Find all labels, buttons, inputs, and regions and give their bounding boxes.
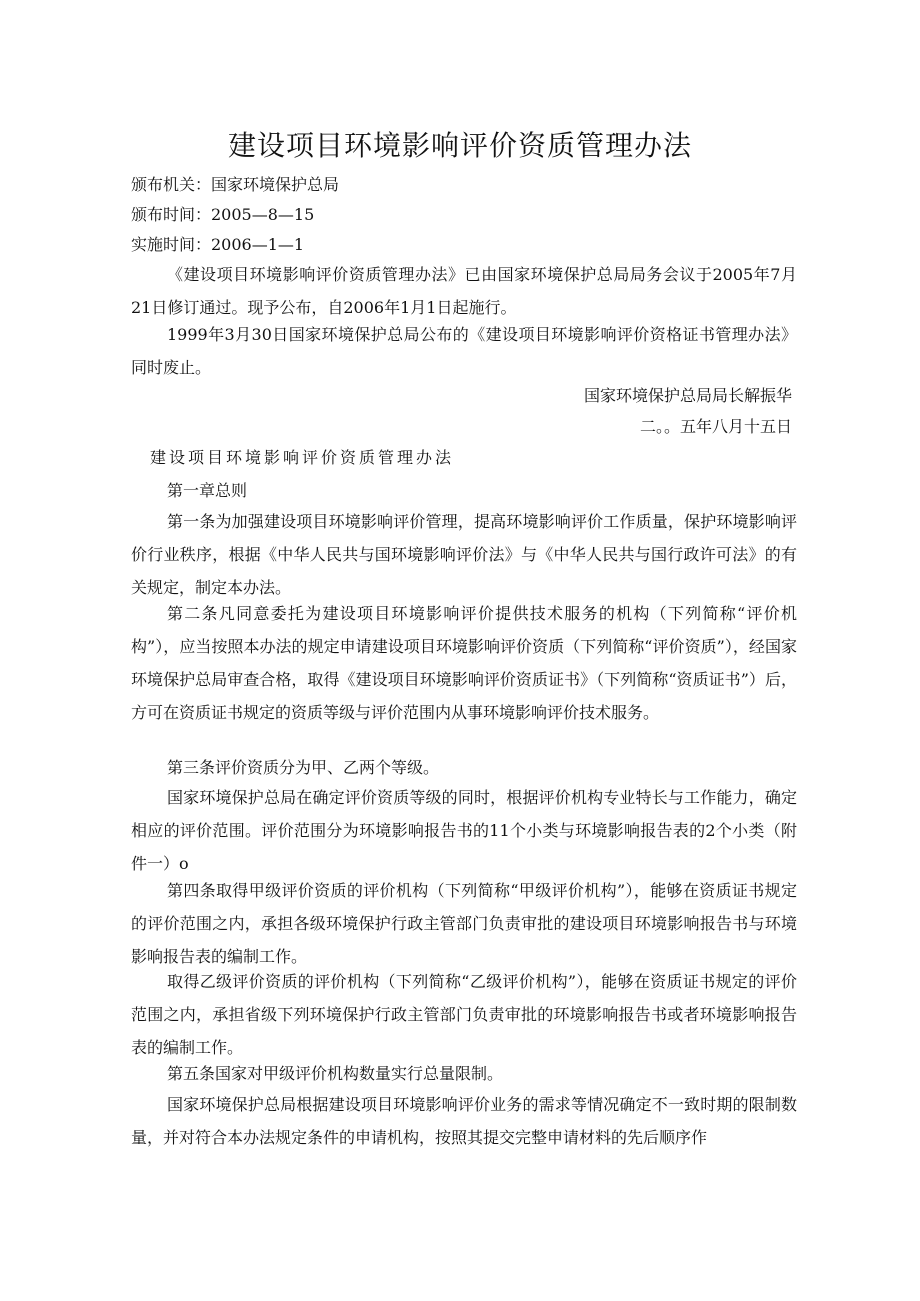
article-paragraph: 第三条评价资质分为甲、乙两个等级。 [167,758,440,777]
document-title: 建设项目环境影响评价资质管理办法 [227,129,692,162]
article-paragraph: 第一条为加强建设项目环境影响评价管理，提高环境影响评价工作质量，保护环境影响评价行业秩序，根据《中华人民共与国环境影响评价法》与《中华人民共与国行政许可法》的有关规定，制定本办法。 [131,512,797,597]
intro-paragraph: 《建设项目环境影响评价资质管理办法》已由国家环境保护总局局务会议于2005年7月21日修订通过。现予公布，自2006年1月1日起施行。 [131,265,797,317]
signature-date: 二。。五年八月十五日 [639,417,792,436]
article-paragraph: 国家环境保护总局根据建设项目环境影响评价业务的需求等情况确定不一致时期的限制数量，并对符合本办法规定条件的申请机构，按照其提交完整申请材料的先后顺序作 [131,1095,797,1147]
article-paragraph: 取得乙级评价资质的评价机构（下列简称“乙级评价机构”），能够在资质证书规定的评价范围之内，承担省级下列环境保护行政主管部门负责审批的环境影响报告书或者环境影响报告表的编制工作。 [131,972,797,1057]
article-paragraph: 第五条国家对甲级评价机构数量实行总量限制。 [167,1064,504,1083]
issuer-line: 颁布机关：国家环境保护总局 [131,175,340,194]
article-paragraph: 第四条取得甲级评价资质的评价机构（下列简称“甲级评价机构”），能够在资质证书规定的评价范围之内，承担各级环境保护行政主管部门负责审批的建设项目环境影响报告书与环境影响报告表的编制工作。 [131,881,797,966]
chapter-heading: 第一章总则 [167,481,248,500]
issue-date-line: 颁布时间：2005—8—15 [131,205,315,224]
effective-date-line: 实施时间：2006—1—1 [131,235,305,254]
article-paragraph: 国家环境保护总局在确定评价资质等级的同时，根据评价机构专业特长与工作能力，确定相应的评价范围。评价范围分为环境影响报告书的11个小类与环境影响报告表的2个小类（附件一）o [131,788,797,873]
document-subtitle: 建设项目环境影响评价资质管理办法 [150,448,455,467]
intro-paragraph: 1999年3月30日国家环境保护总局公布的《建设项目环境影响评价资格证书管理办法》同时废止。 [131,325,797,377]
signature-line: 国家环境保护总局局长解振华 [583,386,792,405]
article-paragraph: 第二条凡同意委托为建设项目环境影响评价提供技术服务的机构（下列简称“评价机构”），应当按照本办法的规定申请建设项目环境影响评价资质（下列简称“评价资质”），经国家环境保护总局审查合格，取得《建设项目环境影响评价资质证书》（下列简称“资质证书”）后，方可在资质证书规定的资质等级与评价范围内从事环境影响评价技术服务。 [131,604,797,722]
